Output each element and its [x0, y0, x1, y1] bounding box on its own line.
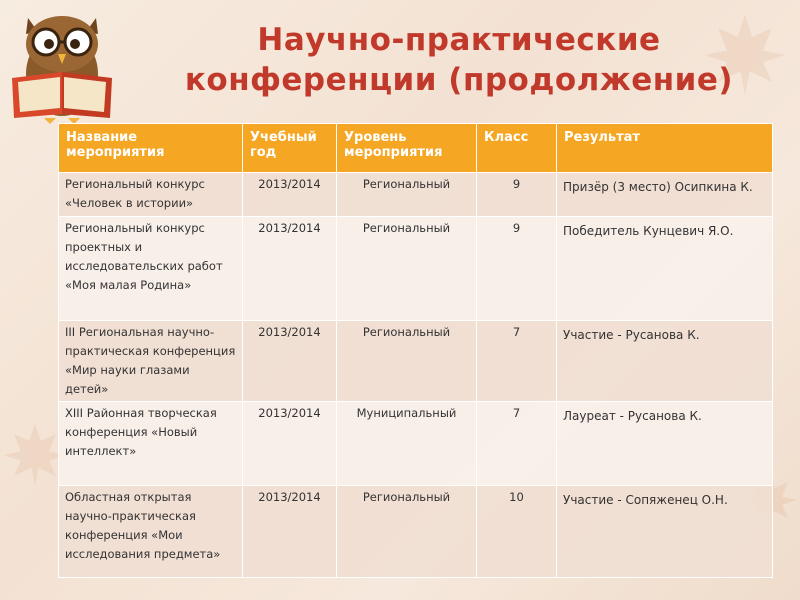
cell-grade: 9 [477, 217, 557, 321]
cell-grade: 10 [477, 486, 557, 578]
page-title [118, 20, 800, 100]
cell-event-name: Региональный конкурс проектных и исследовательских работ «Моя малая Родина» [59, 217, 243, 321]
cell-result: Призёр (3 место) Осипкина К. [557, 173, 773, 217]
table-row [59, 217, 773, 321]
table-row [59, 173, 773, 217]
cell-school-year: 2013/2014 [243, 486, 337, 578]
cell-result: Победитель Кунцевич Я.О. [557, 217, 773, 321]
cell-event-name: Региональный конкурс «Человек в истории» [59, 173, 243, 217]
cell-result: Участие - Русанова К. [557, 321, 773, 402]
cell-school-year: 2013/2014 [243, 402, 337, 486]
cell-event-level: Региональный [337, 173, 477, 217]
cell-school-year: 2013/2014 [243, 321, 337, 402]
cell-event-name: III Региональная научно-практическая конференция «Мир науки глазами детей» [59, 321, 243, 402]
column-header-event-name: Название мероприятия [59, 124, 243, 173]
table-row [59, 402, 773, 486]
table-row [59, 486, 773, 578]
column-header-event-level: Уровень мероприятия [337, 124, 477, 173]
cell-result: Лауреат - Русанова К. [557, 402, 773, 486]
cell-event-level: Региональный [337, 217, 477, 321]
cell-result: Участие - Сопяженец О.Н. [557, 486, 773, 578]
cell-event-name: XIII Районная творческая конференция «Новый интеллект» [59, 402, 243, 486]
page-title-line-1: Научно-практические [257, 22, 661, 58]
cell-event-name: Областная открытая научно-практическая конференция «Мои исследования предмета» [59, 486, 243, 578]
table-header-row [59, 124, 773, 173]
cell-event-level: Региональный [337, 486, 477, 578]
column-header-school-year: Учебный год [243, 124, 337, 173]
owl-reading-book-icon [4, 2, 122, 124]
cell-grade: 7 [477, 402, 557, 486]
cell-school-year: 2013/2014 [243, 173, 337, 217]
cell-grade: 7 [477, 321, 557, 402]
column-header-grade: Класс [477, 124, 557, 173]
conferences-table [58, 123, 773, 578]
cell-event-level: Региональный [337, 321, 477, 402]
page-title-line-2: конференции (продолжение) [184, 62, 734, 98]
cell-grade: 9 [477, 173, 557, 217]
table-row [59, 321, 773, 402]
column-header-result: Результат [557, 124, 773, 173]
cell-event-level: Муниципальный [337, 402, 477, 486]
cell-school-year: 2013/2014 [243, 217, 337, 321]
